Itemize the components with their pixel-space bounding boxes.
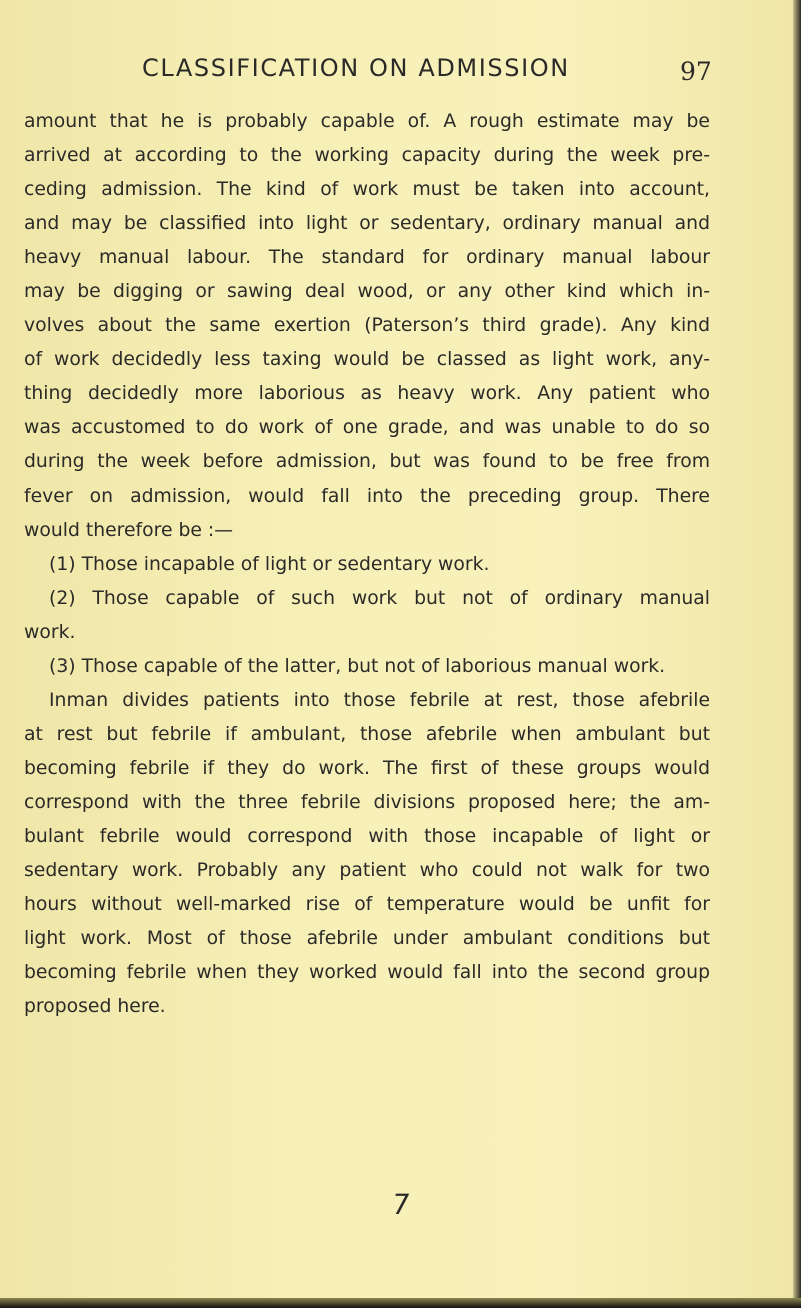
text-line: bulant febrile would correspond with those incapable of light or [24,825,710,847]
text-line: Inman divides patients into those febrile at rest, those afebrile [49,689,710,711]
text-line: at rest but febrile if ambulant, those afebrile when ambulant but [24,723,710,745]
page-edge-bottom [0,1298,801,1308]
text-line: becoming febrile when they worked would fall into the second group [24,962,710,984]
text-line: may be digging or sawing deal wood, or any other kind which in- [24,281,710,303]
text-line: volves about the same exertion (Paterson’s third grade). Any kind [24,315,710,337]
list-item: (2) Those capable of such work but not of ordinary manual [49,587,710,609]
text-line: thing decidedly more laborious as heavy work. Any patient who [24,383,710,405]
text-line: sedentary work. Probably any patient who could not walk for two [24,860,710,882]
text-line: arrived at according to the working capacity during the week pre- [24,145,710,167]
text-line: and may be classified into light or sedentary, ordinary manual and [24,213,710,235]
page-header [0,54,801,94]
text-line: hours without well-marked rise of temperature would be unfit for [24,894,710,916]
text-line: correspond with the three febrile divisions proposed here; the am- [24,791,710,813]
text-line: would therefore be :— [24,519,234,541]
text-line: of work decidedly less taxing would be classed as light work, any- [24,349,710,371]
text-line: amount that he is probably capable of. A rough estimate may be [24,111,710,132]
page-edge-right [793,0,801,1308]
list-item: (1) Those incapable of light or sedentary work. [49,553,490,575]
text-line: fever on admission, would fall into the preceding group. There [24,485,710,507]
running-head: CLASSIFICATION ON ADMISSION [142,54,570,82]
text-line: was accustomed to do work of one grade, and was unable to do so [24,417,710,439]
text-line: light work. Most of those afebrile under ambulant conditions but [24,928,710,950]
text-line: work. [24,621,76,643]
text-line: becoming febrile if they do work. The first of these groups would [24,757,710,779]
list-item: (3) Those capable of the latter, but not of laborious manual work. [49,655,666,677]
text-line: heavy manual labour. The standard for ordinary manual labour [24,247,710,269]
text-line: proposed here. [24,996,166,1018]
footer-mark: 7 [389,1188,413,1221]
body-text [24,105,710,1024]
text-line: ceding admission. The kind of work must be taken into account, [24,179,710,201]
text-line: during the week before admission, but was found to be free from [24,451,710,473]
page-number: 97 [680,57,712,86]
